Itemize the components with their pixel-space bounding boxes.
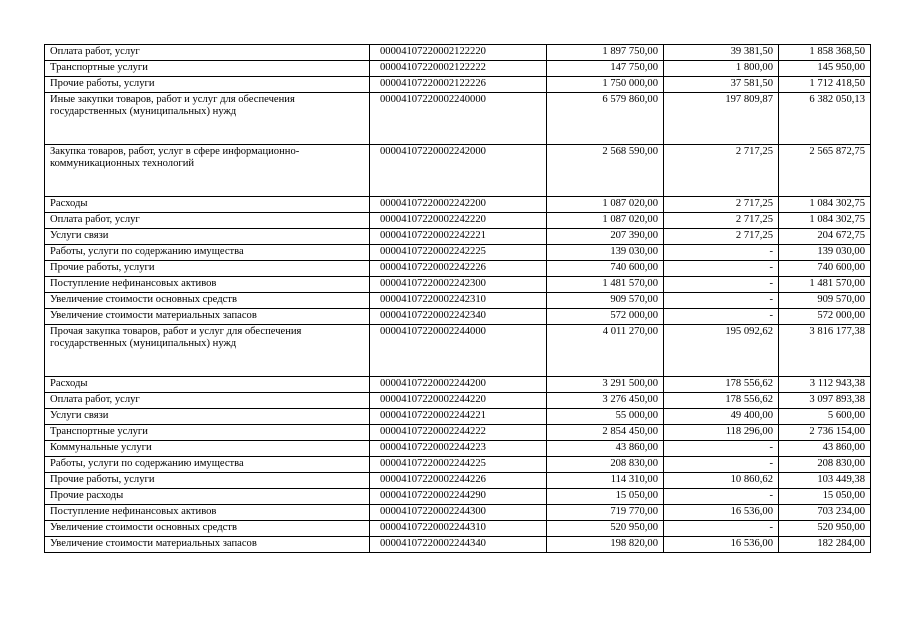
table-row xyxy=(45,393,871,409)
row-approved-cell: 2 568 590,00 xyxy=(547,145,664,197)
table-row xyxy=(45,45,871,61)
row-name-cell: Поступление нефинансовых активов xyxy=(45,277,370,293)
table-row xyxy=(45,229,871,245)
row-code-cell: 00004107220002242225 xyxy=(370,245,547,261)
table-row xyxy=(45,505,871,521)
row-code-cell: 00004107220002244226 xyxy=(370,473,547,489)
row-code-cell: 00004107220002242310 xyxy=(370,293,547,309)
row-remaining-cell: 139 030,00 xyxy=(779,245,871,261)
row-name-cell: Оплата работ, услуг xyxy=(45,393,370,409)
table-row xyxy=(45,425,871,441)
row-code-cell: 00004107220002244225 xyxy=(370,457,547,473)
row-code-cell: 00004107220002244222 xyxy=(370,425,547,441)
row-executed-cell: 178 556,62 xyxy=(664,377,779,393)
row-executed-cell: 16 536,00 xyxy=(664,505,779,521)
row-name-cell: Прочие расходы xyxy=(45,489,370,505)
row-code-cell: 00004107220002242220 xyxy=(370,213,547,229)
row-code-cell: 00004107220002244290 xyxy=(370,489,547,505)
row-name-cell: Услуги связи xyxy=(45,229,370,245)
row-name-cell: Прочие работы, услуги xyxy=(45,473,370,489)
table-row xyxy=(45,489,871,505)
row-remaining-cell: 208 830,00 xyxy=(779,457,871,473)
row-approved-cell: 1 750 000,00 xyxy=(547,77,664,93)
table-row xyxy=(45,377,871,393)
row-approved-cell: 43 860,00 xyxy=(547,441,664,457)
row-code-cell: 00004107220002242340 xyxy=(370,309,547,325)
table-row xyxy=(45,521,871,537)
row-executed-cell: - xyxy=(664,261,779,277)
table-row xyxy=(45,441,871,457)
row-executed-cell: - xyxy=(664,293,779,309)
row-name-cell: Увеличение стоимости основных средств xyxy=(45,521,370,537)
row-remaining-cell: 3 816 177,38 xyxy=(779,325,871,377)
table-row xyxy=(45,457,871,473)
row-executed-cell: 1 800,00 xyxy=(664,61,779,77)
table-row xyxy=(45,325,871,377)
row-executed-cell: 10 860,62 xyxy=(664,473,779,489)
budget-table xyxy=(44,44,871,553)
row-name-cell: Закупка товаров, работ, услуг в сфере информационно-коммуникационных технологий xyxy=(45,145,370,197)
row-code-cell: 00004107220002242200 xyxy=(370,197,547,213)
row-name-cell: Расходы xyxy=(45,197,370,213)
row-approved-cell: 15 050,00 xyxy=(547,489,664,505)
row-code-cell: 00004107220002122222 xyxy=(370,61,547,77)
row-approved-cell: 1 481 570,00 xyxy=(547,277,664,293)
row-executed-cell: 37 581,50 xyxy=(664,77,779,93)
row-name-cell: Прочие работы, услуги xyxy=(45,261,370,277)
table-row xyxy=(45,277,871,293)
row-remaining-cell: 2 736 154,00 xyxy=(779,425,871,441)
row-executed-cell: - xyxy=(664,521,779,537)
row-code-cell: 00004107220002244220 xyxy=(370,393,547,409)
table-row xyxy=(45,145,871,197)
row-name-cell: Увеличение стоимости материальных запасов xyxy=(45,309,370,325)
row-name-cell: Транспортные услуги xyxy=(45,425,370,441)
row-code-cell: 00004107220002244310 xyxy=(370,521,547,537)
row-approved-cell: 520 950,00 xyxy=(547,521,664,537)
row-approved-cell: 139 030,00 xyxy=(547,245,664,261)
row-executed-cell: 2 717,25 xyxy=(664,197,779,213)
row-remaining-cell: 1 858 368,50 xyxy=(779,45,871,61)
budget-table-body xyxy=(45,45,871,553)
row-code-cell: 00004107220002242000 xyxy=(370,145,547,197)
row-remaining-cell: 1 712 418,50 xyxy=(779,77,871,93)
row-executed-cell: - xyxy=(664,277,779,293)
row-executed-cell: 39 381,50 xyxy=(664,45,779,61)
row-approved-cell: 4 011 270,00 xyxy=(547,325,664,377)
row-code-cell: 00004107220002122220 xyxy=(370,45,547,61)
row-remaining-cell: 145 950,00 xyxy=(779,61,871,77)
row-remaining-cell: 182 284,00 xyxy=(779,537,871,553)
row-name-cell: Увеличение стоимости основных средств xyxy=(45,293,370,309)
row-remaining-cell: 6 382 050,13 xyxy=(779,93,871,145)
row-remaining-cell: 3 097 893,38 xyxy=(779,393,871,409)
budget-table-page xyxy=(44,44,870,553)
row-executed-cell: 178 556,62 xyxy=(664,393,779,409)
row-code-cell: 00004107220002242221 xyxy=(370,229,547,245)
row-approved-cell: 1 087 020,00 xyxy=(547,197,664,213)
row-code-cell: 00004107220002244200 xyxy=(370,377,547,393)
row-code-cell: 00004107220002244340 xyxy=(370,537,547,553)
row-approved-cell: 55 000,00 xyxy=(547,409,664,425)
row-executed-cell: 16 536,00 xyxy=(664,537,779,553)
row-approved-cell: 198 820,00 xyxy=(547,537,664,553)
row-remaining-cell: 103 449,38 xyxy=(779,473,871,489)
row-remaining-cell: 1 481 570,00 xyxy=(779,277,871,293)
table-row xyxy=(45,261,871,277)
row-name-cell: Услуги связи xyxy=(45,409,370,425)
row-remaining-cell: 1 084 302,75 xyxy=(779,213,871,229)
row-name-cell: Оплата работ, услуг xyxy=(45,45,370,61)
row-name-cell: Расходы xyxy=(45,377,370,393)
row-executed-cell: 2 717,25 xyxy=(664,213,779,229)
row-approved-cell: 572 000,00 xyxy=(547,309,664,325)
row-code-cell: 00004107220002244223 xyxy=(370,441,547,457)
row-name-cell: Иные закупки товаров, работ и услуг для обеспечения государственных (муниципальных) нужд xyxy=(45,93,370,145)
row-approved-cell: 207 390,00 xyxy=(547,229,664,245)
row-remaining-cell: 2 565 872,75 xyxy=(779,145,871,197)
row-approved-cell: 1 897 750,00 xyxy=(547,45,664,61)
row-approved-cell: 3 276 450,00 xyxy=(547,393,664,409)
table-row xyxy=(45,309,871,325)
table-row xyxy=(45,77,871,93)
row-remaining-cell: 520 950,00 xyxy=(779,521,871,537)
row-executed-cell: - xyxy=(664,245,779,261)
table-row xyxy=(45,537,871,553)
row-approved-cell: 208 830,00 xyxy=(547,457,664,473)
row-executed-cell: 195 092,62 xyxy=(664,325,779,377)
row-executed-cell: 2 717,25 xyxy=(664,229,779,245)
row-remaining-cell: 572 000,00 xyxy=(779,309,871,325)
row-executed-cell: - xyxy=(664,441,779,457)
row-name-cell: Прочие работы, услуги xyxy=(45,77,370,93)
row-approved-cell: 114 310,00 xyxy=(547,473,664,489)
row-name-cell: Прочая закупка товаров, работ и услуг для обеспечения государственных (муниципальных) нужд xyxy=(45,325,370,377)
row-remaining-cell: 3 112 943,38 xyxy=(779,377,871,393)
row-executed-cell: 118 296,00 xyxy=(664,425,779,441)
row-approved-cell: 147 750,00 xyxy=(547,61,664,77)
row-name-cell: Коммунальные услуги xyxy=(45,441,370,457)
row-name-cell: Оплата работ, услуг xyxy=(45,213,370,229)
row-executed-cell: 197 809,87 xyxy=(664,93,779,145)
row-executed-cell: - xyxy=(664,457,779,473)
row-remaining-cell: 43 860,00 xyxy=(779,441,871,457)
row-remaining-cell: 1 084 302,75 xyxy=(779,197,871,213)
row-remaining-cell: 703 234,00 xyxy=(779,505,871,521)
row-remaining-cell: 909 570,00 xyxy=(779,293,871,309)
row-executed-cell: 49 400,00 xyxy=(664,409,779,425)
table-row xyxy=(45,409,871,425)
row-name-cell: Увеличение стоимости материальных запасов xyxy=(45,537,370,553)
row-executed-cell: 2 717,25 xyxy=(664,145,779,197)
row-code-cell: 00004107220002242300 xyxy=(370,277,547,293)
row-code-cell: 00004107220002122226 xyxy=(370,77,547,93)
row-remaining-cell: 204 672,75 xyxy=(779,229,871,245)
row-remaining-cell: 740 600,00 xyxy=(779,261,871,277)
row-approved-cell: 6 579 860,00 xyxy=(547,93,664,145)
row-approved-cell: 719 770,00 xyxy=(547,505,664,521)
row-remaining-cell: 5 600,00 xyxy=(779,409,871,425)
row-code-cell: 00004107220002244300 xyxy=(370,505,547,521)
table-row xyxy=(45,61,871,77)
table-row xyxy=(45,473,871,489)
table-row xyxy=(45,245,871,261)
table-row xyxy=(45,93,871,145)
row-name-cell: Работы, услуги по содержанию имущества xyxy=(45,245,370,261)
row-name-cell: Транспортные услуги xyxy=(45,61,370,77)
row-approved-cell: 909 570,00 xyxy=(547,293,664,309)
row-approved-cell: 1 087 020,00 xyxy=(547,213,664,229)
row-remaining-cell: 15 050,00 xyxy=(779,489,871,505)
row-approved-cell: 3 291 500,00 xyxy=(547,377,664,393)
table-row xyxy=(45,293,871,309)
row-name-cell: Работы, услуги по содержанию имущества xyxy=(45,457,370,473)
row-executed-cell: - xyxy=(664,309,779,325)
row-code-cell: 00004107220002242226 xyxy=(370,261,547,277)
row-code-cell: 00004107220002240000 xyxy=(370,93,547,145)
row-code-cell: 00004107220002244221 xyxy=(370,409,547,425)
row-approved-cell: 740 600,00 xyxy=(547,261,664,277)
table-row xyxy=(45,197,871,213)
row-executed-cell: - xyxy=(664,489,779,505)
row-approved-cell: 2 854 450,00 xyxy=(547,425,664,441)
row-code-cell: 00004107220002244000 xyxy=(370,325,547,377)
table-row xyxy=(45,213,871,229)
row-name-cell: Поступление нефинансовых активов xyxy=(45,505,370,521)
